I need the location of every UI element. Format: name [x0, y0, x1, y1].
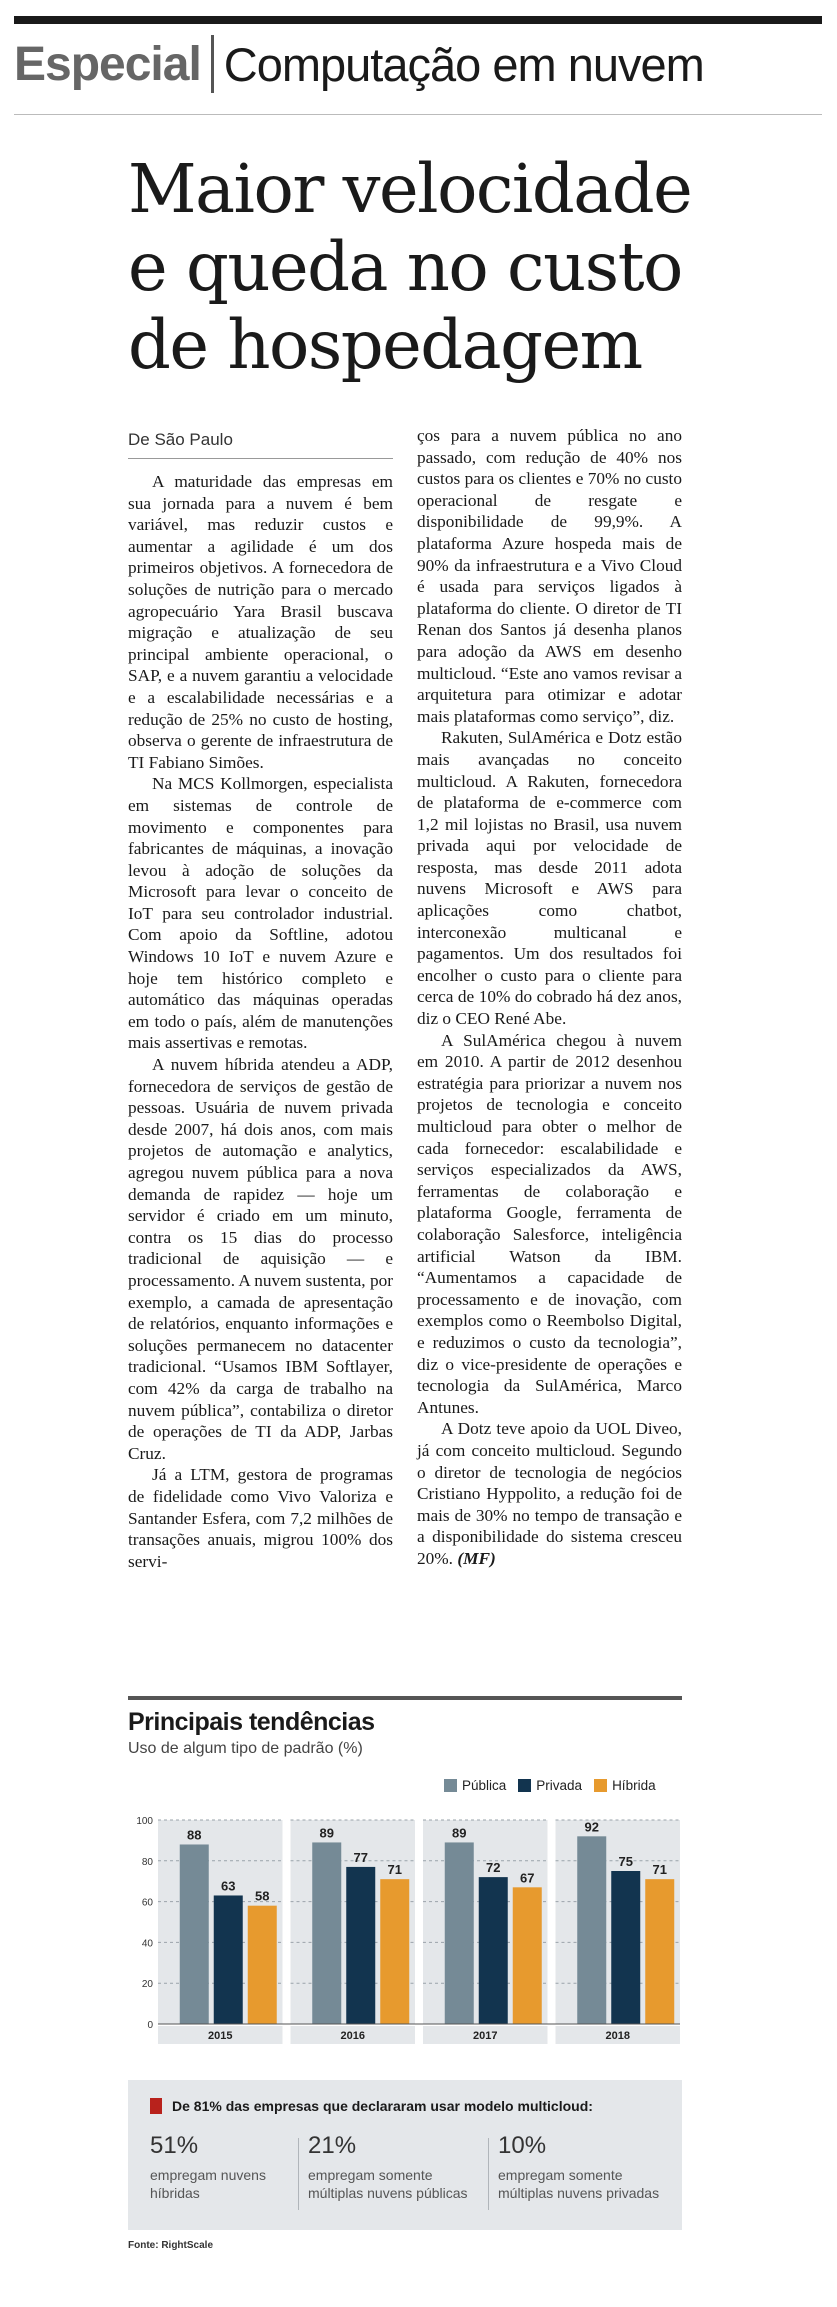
bar	[645, 1879, 674, 2024]
stat-value: 51%	[150, 2132, 199, 2159]
article-column-1	[128, 471, 393, 1572]
chart-subtitle: Uso de algum tipo de padrão (%)	[128, 1740, 363, 1757]
header-rule	[14, 114, 822, 115]
section-label: Especial	[14, 37, 201, 91]
bar	[380, 1879, 409, 2024]
article-column-2	[417, 425, 682, 1569]
data-label: 89	[319, 1825, 334, 1841]
legend-swatch-hibrida	[594, 1779, 607, 1792]
legend-swatch-privada	[518, 1779, 531, 1792]
y-tick-label: 0	[147, 2020, 153, 2031]
stat-line: empregam nuvens	[150, 2167, 266, 2183]
stat-line: empregam somente	[498, 2167, 623, 2183]
paragraph: Já a LTM, gestora de programas de fidelidade como Vivo Valoriza e Santander Esfera, com 7,2 milhões de transações anuais, migrou 100% dos servi-	[128, 1465, 393, 1571]
author-signature: (MF)	[457, 1548, 496, 1568]
data-label: 71	[387, 1862, 402, 1878]
stat-public	[308, 2132, 468, 2202]
legend-label: Híbrida	[612, 1778, 656, 1793]
header-divider	[211, 35, 214, 93]
x-tick-label: 2016	[340, 2030, 365, 2042]
headline	[128, 150, 768, 384]
stat-description	[308, 2166, 468, 2202]
bar	[445, 1842, 474, 2024]
stat-value: 10%	[498, 2132, 547, 2159]
bar	[577, 1836, 606, 2024]
legend-swatch-publica	[444, 1779, 457, 1792]
bar	[214, 1895, 243, 2024]
bar-chart	[128, 1798, 682, 2058]
headline-line: de hospedagem	[128, 306, 642, 384]
headline-line: Maior velocidade	[128, 150, 692, 228]
stat-divider	[298, 2138, 299, 2210]
data-label: 77	[353, 1849, 368, 1865]
paragraph: A SulAmérica chegou à nuvem em 2010. A partir de 2012 desenhou estratégia para priorizar a nuvem nos projetos de tecnologia e conceito multicloud para obter o melhor de cada fornecedor: escalabilidade e serviços especializados da AWS, ferramentas de colaboração e plataforma Google, ferramenta de colaboração Salesforce, inteligência artificial Watson da IBM. “Aumentamos a capacidade de processamento e de inovação, com exemplos como o Reembolso Digital, e reduzimos o custo da tecnologia”, diz o vice-presidente de operações e tecnologia da SulAmérica, Marco Antunes.	[417, 1030, 682, 1417]
stat-line: múltiplas nuvens privadas	[498, 2185, 660, 2201]
stat-private	[498, 2132, 659, 2202]
data-label: 88	[187, 1827, 202, 1843]
data-label: 89	[452, 1825, 467, 1841]
bar	[479, 1877, 508, 2024]
paragraph: Na MCS Kollmorgen, especialista em sistemas de controle de movimento e componentes para fabricantes de máquinas, a inovação levou à adoção de soluções da Microsoft para levar o conceito de IoT para seu controlador industrial. Com apoio da Softline, adotou Windows 10 IoT e nuvem Azure e hoje tem histórico completo e automático das máquinas operadas em todo o país, além de manutenções mais assertivas e remotas.	[128, 774, 393, 1053]
paragraph: Rakuten, SulAmérica e Dotz estão mais avançadas no conceito multicloud. A Rakuten, fornecedora de plataforma de e-commerce com 1,2 mil lojistas no Brasil, usa nuvem privada aqui por velocidade de resposta, mas desde 2011 adota nuvens Microsoft e AWS para aplicações como chatbot, interconexão multicanal e pagamentos. Um dos resultados foi encolher o custo para o cliente para cerca de 10% do cobrado há dez anos, diz o CEO René Abe.	[417, 728, 682, 1029]
byline-rule	[128, 458, 393, 459]
data-label: 92	[584, 1819, 599, 1835]
x-tick-label: 2017	[473, 2030, 498, 2042]
paragraph-last	[417, 1418, 682, 1569]
paragraph-continuation: ços para a nuvem pública no ano passado, com redução de 40% nos custos para os clientes e 70% no custo operacional de resgate e disponibilidade de 99,9%. A plataforma Azure hospeda mais de 90% da infraestrutura e a Vivo Cloud é usada para serviços ligados à plataforma do cliente. O diretor de TI Renan dos Santos já desenha planos para adoção da AWS em desenho multicloud. “Este ano vamos revisar a arquitetura para otimizar e adotar mais plataformas como serviço”, diz.	[417, 426, 682, 726]
stat-description	[150, 2166, 266, 2202]
stat-divider	[488, 2138, 489, 2210]
chart-source: Fonte: RightScale	[128, 2240, 214, 2251]
bar	[513, 1887, 542, 2024]
y-tick-label: 40	[141, 1938, 153, 1950]
y-tick-label: 80	[141, 1856, 153, 1868]
paragraph: A maturidade das empresas em sua jornada para a nuvem é bem variável, mas reduzir custos e aumentar a agilidade é um dos primeiros objetivos. A fornecedora de soluções de nutrição para o mercado agropecuário Yara Brasil buscava migração e atualização de seu principal ambiente operacional, o SAP, e a nuvem garantiu a velocidade e a escalabilidade necessárias e a redução de 25% no custo de hosting, observa o gerente de infraestrutura de TI Fabiano Simões.	[128, 472, 393, 772]
data-label: 63	[221, 1878, 236, 1894]
byline: De São Paulo	[128, 430, 233, 449]
chart-title: Principais tendências	[128, 1708, 375, 1736]
x-tick-label: 2015	[208, 2030, 233, 2042]
headline-line: e queda no custo	[128, 228, 682, 306]
stat-line: híbridas	[150, 2185, 200, 2201]
stat-hybrid	[150, 2132, 266, 2202]
infographic-rule	[128, 1696, 682, 1700]
legend-label: Privada	[536, 1778, 583, 1793]
y-tick-label: 20	[141, 1979, 153, 1991]
data-label: 75	[618, 1854, 633, 1869]
data-label: 71	[652, 1862, 667, 1878]
x-tick-label: 2018	[605, 2030, 630, 2042]
section-header	[14, 32, 704, 96]
paragraph-text: A Dotz teve apoio da UOL Diveo, já com conceito multicloud. Segundo o diretor de tecnologia de negócios Cristiano Hyppolito, a redução foi de mais de 30% no tempo de transação e a disponibilidade do sistema cresceu 20%.	[417, 1419, 682, 1568]
y-tick-label: 60	[141, 1897, 153, 1909]
section-topic: Computação em nuvem	[223, 37, 704, 91]
top-rule	[14, 16, 822, 24]
paragraph: A nuvem híbrida atendeu a ADP, fornecedora de serviços de gestão de pessoas. Usuária de nuvem privada desde 2007, há dois anos, com mais projetos de automação e analytics, agregou nuvem pública para a nova demanda de rapidez — hoje um servidor é criado em um minuto, contra os 15 dias do processo tradicional de aquisição — e processamento. A nuvem sustenta, por exemplo, a camada de apresentação de relatórios, enquanto informações e soluções permanecem no datacenter tradicional. “Usamos IBM Softlayer, com 42% da carga de trabalho na nuvem pública”, contabiliza o diretor de operações de TI da ADP, Jarbas Cruz.	[128, 1055, 393, 1463]
bar	[248, 1906, 277, 2024]
chart-legend	[432, 1778, 656, 1793]
bar	[312, 1842, 341, 2024]
stat-line: múltiplas nuvens públicas	[308, 2185, 468, 2201]
data-label: 58	[255, 1888, 270, 1904]
multicloud-heading-text: De 81% das empresas que declararam usar modelo multicloud:	[172, 2098, 593, 2114]
stat-value: 21%	[308, 2132, 357, 2159]
legend-label: Pública	[462, 1778, 507, 1793]
multicloud-heading	[150, 2098, 593, 2114]
y-tick-label: 100	[136, 1816, 153, 1827]
multicloud-box	[128, 2080, 682, 2230]
stat-description	[498, 2166, 659, 2202]
stat-line: empregam somente	[308, 2167, 433, 2183]
data-label: 72	[486, 1860, 501, 1876]
bar	[346, 1867, 375, 2024]
red-square-icon	[150, 2098, 162, 2114]
bar	[611, 1871, 640, 2024]
data-label: 67	[520, 1870, 535, 1886]
bar	[180, 1844, 209, 2024]
